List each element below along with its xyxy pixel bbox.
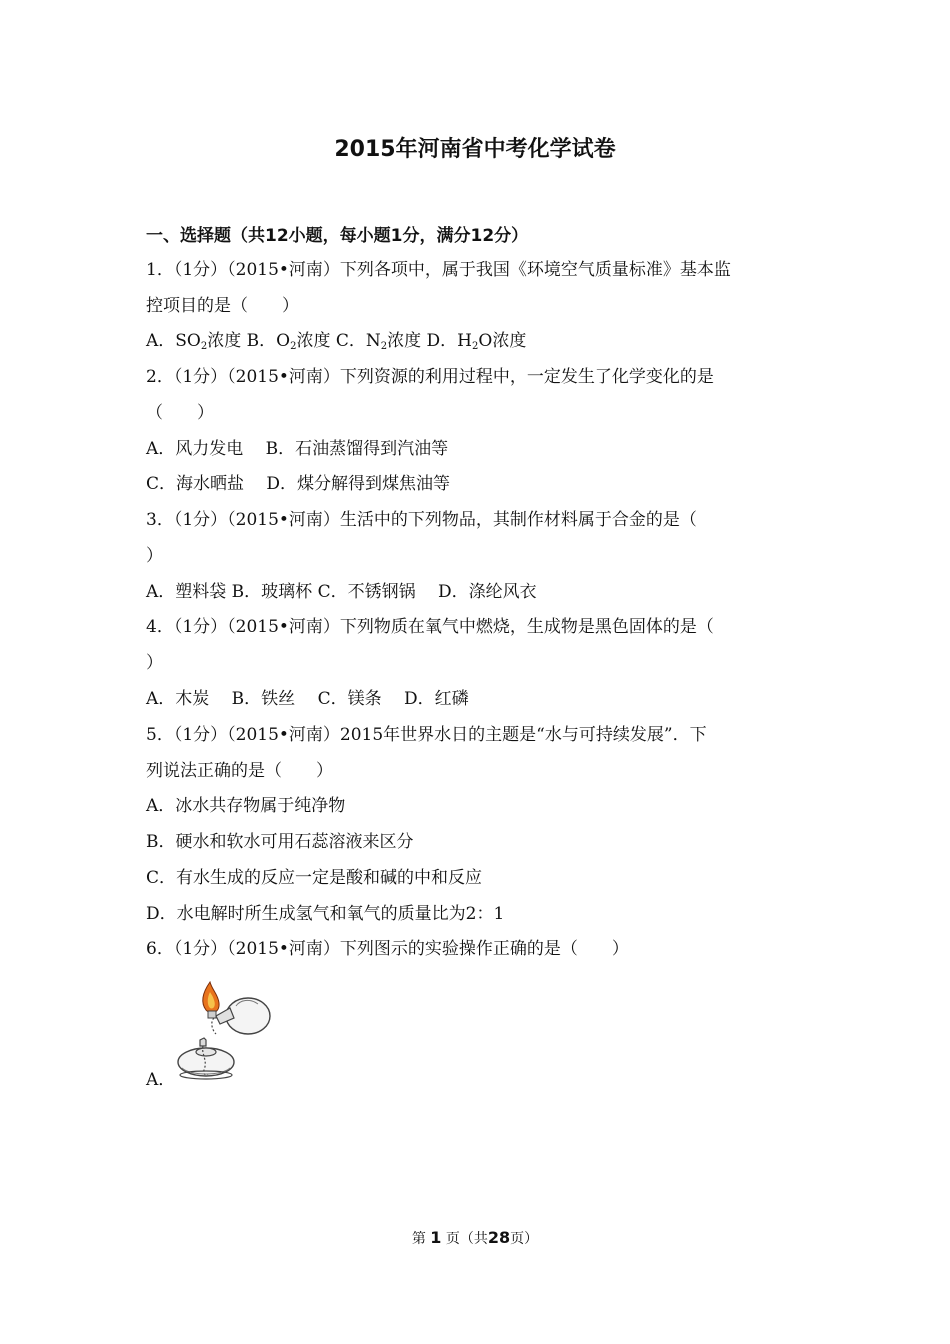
q6-line1: 6．（1分）（2015•河南）下列图示的实验操作正确的是（ ） (146, 939, 629, 959)
q2-options-row2: C．海水晒盐 D．煤分解得到煤焦油等 (146, 474, 451, 494)
q1-option-c: C．$N_2$浓度 (335, 331, 422, 352)
q5-option-a: A．冰水共存物属于纯净物 (146, 796, 346, 816)
q2-options-row1: A．风力发电 B．石油蒸馏得到汽油等 (146, 439, 449, 459)
q2-line2: （ ） (146, 403, 214, 423)
q4-line1: 4．（1分）（2015•河南）下列物质在氧气中燃烧，生成物是黑色固体的是（ (146, 617, 714, 637)
q1-option-d: D．$H_2O$浓度 (426, 331, 527, 352)
q5-option-d: D．水电解时所生成氢气和氧气的质量比为2：1 (146, 904, 505, 924)
q3-line1: 3．（1分）（2015•河南）生活中的下列物品，其制作材料属于合金的是（ (146, 510, 697, 530)
q5-line2: 列说法正确的是（ ） (146, 761, 333, 781)
q4-options: A．木炭 B．铁丝 C．镁条 D．红磷 (146, 689, 469, 709)
q1-line2: 控项目的是（ ） (146, 296, 299, 316)
q5-option-b: B．硬水和软水可用石蕊溶液来区分 (146, 832, 414, 852)
footer-page-number: 1 (430, 1228, 442, 1247)
q3-options: A．塑料袋 B．玻璃杯 C．不锈钢锅 D．涤纶风衣 (146, 582, 537, 602)
q5-option-c: C．有水生成的反应一定是酸和碱的中和反应 (146, 868, 483, 888)
q1-options (146, 329, 526, 353)
section-heading: 一、选择题（共12小题，每小题1分，满分12分） (146, 226, 529, 246)
q4-line2: ） (146, 653, 163, 673)
footer-total-pages: 28 (487, 1228, 511, 1247)
document-title: 2015年河南省中考化学试卷 (334, 137, 616, 162)
alcohol-lamp-illustration (170, 978, 280, 1088)
q6-option-a-label: A． (146, 1070, 176, 1090)
q2-line1: 2．（1分）（2015•河南）下列资源的利用过程中，一定发生了化学变化的是 (146, 367, 714, 387)
q1-line1: 1．（1分）（2015•河南）下列各项中，属于我国《环境空气质量标准》基本监 (146, 260, 731, 280)
q5-line1: 5．（1分）（2015•河南）2015年世界水日的主题是“水与可持续发展”．下 (146, 725, 707, 745)
q3-line2: ） (146, 546, 163, 566)
q1-option-a: A．$SO_2$浓度 (146, 331, 242, 352)
page-footer: 第 1 页（共28页） (411, 1228, 539, 1247)
q1-option-b: B．$O_2$浓度 (246, 331, 331, 352)
